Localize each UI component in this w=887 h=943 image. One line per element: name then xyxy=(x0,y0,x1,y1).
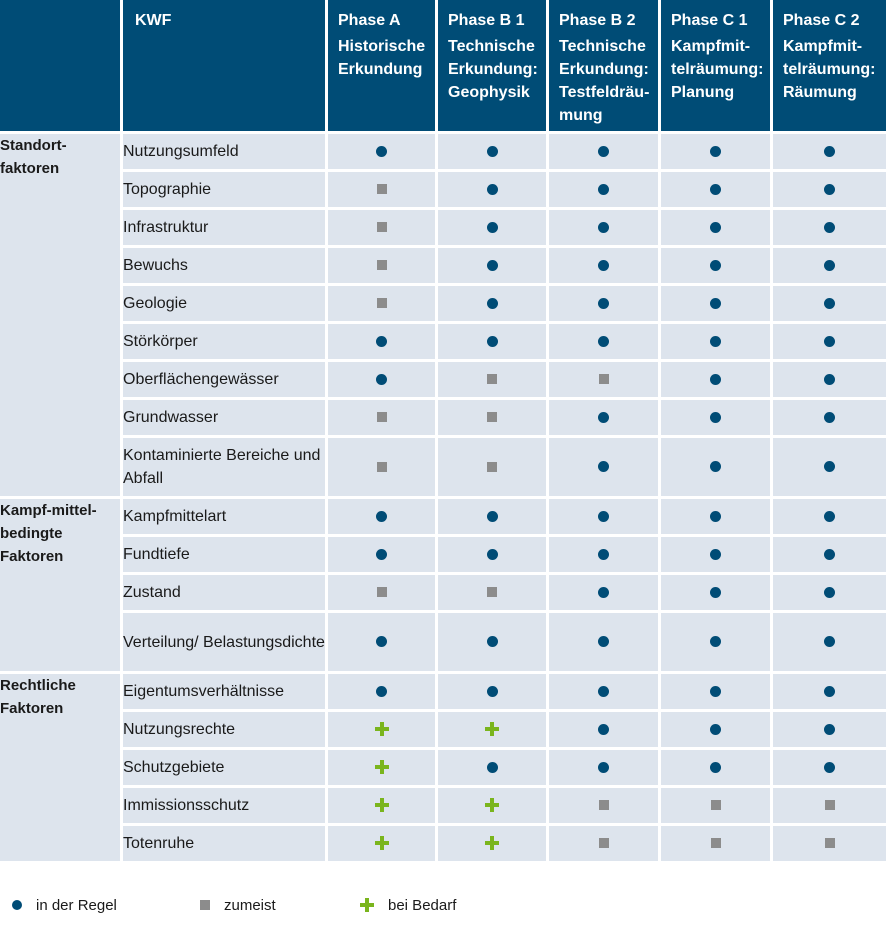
mark-cell xyxy=(661,400,773,438)
mark-cell xyxy=(328,324,438,362)
mark-cell xyxy=(549,613,661,674)
mark-cell xyxy=(328,788,438,826)
table-row xyxy=(0,134,886,172)
blue-dot-icon xyxy=(824,762,835,773)
factor-label: Geologie xyxy=(123,286,328,324)
blue-dot-icon xyxy=(598,636,609,647)
table-row xyxy=(0,210,886,248)
mark-cell xyxy=(438,172,549,210)
blue-dot-icon xyxy=(824,374,835,385)
blue-dot-icon xyxy=(598,762,609,773)
mark-cell xyxy=(661,788,773,826)
table-row xyxy=(0,172,886,210)
factor-label: Nutzungsumfeld xyxy=(123,134,328,172)
blue-dot-icon xyxy=(376,146,387,157)
table-row xyxy=(0,438,886,499)
mark-cell xyxy=(549,324,661,362)
mark-cell xyxy=(661,674,773,712)
mark-cell xyxy=(328,286,438,324)
blue-dot-icon xyxy=(824,336,835,347)
blue-dot-icon xyxy=(710,298,721,309)
blue-dot-icon xyxy=(598,511,609,522)
phase-title: Phase B 1 xyxy=(448,12,525,29)
blue-dot-icon xyxy=(710,724,721,735)
blue-dot-icon xyxy=(487,184,498,195)
mark-cell xyxy=(438,712,549,750)
table-row xyxy=(0,248,886,286)
phase-title: Phase A xyxy=(338,12,401,29)
blue-dot-icon xyxy=(824,222,835,233)
blue-dot-icon xyxy=(598,724,609,735)
mark-cell xyxy=(661,750,773,788)
mark-cell xyxy=(328,575,438,613)
blue-dot-icon xyxy=(487,336,498,347)
header-phase-a xyxy=(328,0,438,134)
mark-cell xyxy=(438,788,549,826)
group-label: Rechtliche Faktoren xyxy=(0,674,123,864)
blue-dot-icon xyxy=(824,636,835,647)
blue-dot-icon xyxy=(710,461,721,472)
mark-cell xyxy=(438,134,549,172)
mark-cell xyxy=(773,788,886,826)
header-row xyxy=(0,0,886,134)
factor-label: Eigentumsverhältnisse xyxy=(123,674,328,712)
header-corner-cell xyxy=(0,0,123,134)
mark-cell xyxy=(661,575,773,613)
blue-dot-icon xyxy=(710,636,721,647)
mark-cell xyxy=(549,362,661,400)
blue-dot-icon xyxy=(598,549,609,560)
phase-description: Technische Erkundung: Testfeldräumung xyxy=(559,38,650,124)
blue-dot-icon xyxy=(824,298,835,309)
blue-dot-icon xyxy=(487,549,498,560)
legend-item-bei-bedarf xyxy=(360,895,456,915)
blue-dot-icon xyxy=(824,184,835,195)
mark-cell xyxy=(661,712,773,750)
mark-cell xyxy=(438,438,549,499)
table-row xyxy=(0,613,886,674)
mark-cell xyxy=(773,674,886,712)
mark-cell xyxy=(438,499,549,537)
blue-dot-icon xyxy=(598,298,609,309)
mark-cell xyxy=(438,575,549,613)
blue-dot-icon xyxy=(598,686,609,697)
blue-dot-icon xyxy=(710,184,721,195)
header-kwf-cell xyxy=(123,0,328,134)
table-row xyxy=(0,712,886,750)
gray-square-icon xyxy=(377,298,387,308)
mark-cell xyxy=(328,674,438,712)
mark-cell xyxy=(438,286,549,324)
blue-dot-icon xyxy=(710,762,721,773)
mark-cell xyxy=(328,499,438,537)
gray-square-icon xyxy=(711,800,721,810)
factor-label: Grundwasser xyxy=(123,400,328,438)
mark-cell xyxy=(773,499,886,537)
mark-cell xyxy=(438,400,549,438)
mark-cell xyxy=(773,826,886,864)
gray-square-icon xyxy=(487,587,497,597)
phase-description: Technische Erkundung: Geophysik xyxy=(448,38,538,101)
blue-dot-icon xyxy=(598,222,609,233)
mark-cell xyxy=(773,210,886,248)
green-plus-icon xyxy=(375,836,389,850)
blue-dot-icon xyxy=(12,900,22,910)
factor-label: Bewuchs xyxy=(123,248,328,286)
mark-cell xyxy=(773,438,886,499)
table-row xyxy=(0,788,886,826)
legend xyxy=(0,895,887,915)
mark-cell xyxy=(773,537,886,575)
blue-dot-icon xyxy=(487,298,498,309)
blue-dot-icon xyxy=(710,146,721,157)
legend-item-in-der-regel xyxy=(12,895,117,915)
legend-label: zumeist xyxy=(224,896,276,914)
mark-cell xyxy=(773,134,886,172)
gray-square-icon xyxy=(200,900,210,910)
gray-square-icon xyxy=(487,374,497,384)
mark-cell xyxy=(549,674,661,712)
mark-cell xyxy=(549,788,661,826)
blue-dot-icon xyxy=(487,146,498,157)
mark-cell xyxy=(438,324,549,362)
legend-item-zumeist xyxy=(200,895,276,915)
blue-dot-icon xyxy=(824,724,835,735)
table-row xyxy=(0,826,886,864)
blue-dot-icon xyxy=(598,587,609,598)
mark-cell xyxy=(773,750,886,788)
mark-cell xyxy=(661,134,773,172)
table-row xyxy=(0,674,886,712)
green-plus-icon xyxy=(375,722,389,736)
mark-cell xyxy=(549,248,661,286)
mark-cell xyxy=(661,537,773,575)
blue-dot-icon xyxy=(598,461,609,472)
gray-square-icon xyxy=(487,462,497,472)
blue-dot-icon xyxy=(710,686,721,697)
blue-dot-icon xyxy=(376,374,387,385)
mark-cell xyxy=(328,134,438,172)
blue-dot-icon xyxy=(824,260,835,271)
mark-cell xyxy=(773,575,886,613)
green-plus-icon xyxy=(375,798,389,812)
factor-label: Kampfmittelart xyxy=(123,499,328,537)
mark-cell xyxy=(661,210,773,248)
legend-label: in der Regel xyxy=(36,896,117,914)
blue-dot-icon xyxy=(598,146,609,157)
header-phase-b2 xyxy=(549,0,661,134)
blue-dot-icon xyxy=(598,184,609,195)
mark-cell xyxy=(328,172,438,210)
blue-dot-icon xyxy=(710,260,721,271)
mark-cell xyxy=(328,613,438,674)
blue-dot-icon xyxy=(598,336,609,347)
blue-dot-icon xyxy=(710,374,721,385)
mark-cell xyxy=(661,499,773,537)
mark-cell xyxy=(328,400,438,438)
factor-label: Topographie xyxy=(123,172,328,210)
blue-dot-icon xyxy=(824,412,835,423)
phase-title: Phase B 2 xyxy=(559,12,636,29)
gray-square-icon xyxy=(825,800,835,810)
factor-label: Nutzungsrechte xyxy=(123,712,328,750)
mark-cell xyxy=(328,362,438,400)
factor-label: Totenruhe xyxy=(123,826,328,864)
mark-cell xyxy=(438,537,549,575)
mark-cell xyxy=(773,172,886,210)
mark-cell xyxy=(773,362,886,400)
gray-square-icon xyxy=(487,412,497,422)
mark-cell xyxy=(661,438,773,499)
mark-cell xyxy=(549,210,661,248)
table-row xyxy=(0,575,886,613)
gray-square-icon xyxy=(599,374,609,384)
blue-dot-icon xyxy=(824,146,835,157)
blue-dot-icon xyxy=(376,511,387,522)
blue-dot-icon xyxy=(487,686,498,697)
blue-dot-icon xyxy=(824,461,835,472)
mark-cell xyxy=(438,826,549,864)
mark-cell xyxy=(328,826,438,864)
legend-label: bei Bedarf xyxy=(388,896,457,914)
gray-square-icon xyxy=(377,412,387,422)
blue-dot-icon xyxy=(376,549,387,560)
mark-cell xyxy=(549,134,661,172)
header-phase-c2 xyxy=(773,0,886,134)
mark-cell xyxy=(661,613,773,674)
kwf-header-label: KWF xyxy=(135,12,172,29)
factor-label: Verteilung/ Belastungsdichte xyxy=(123,613,328,674)
mark-cell xyxy=(549,499,661,537)
blue-dot-icon xyxy=(487,260,498,271)
mark-cell xyxy=(773,613,886,674)
green-plus-icon xyxy=(485,836,499,850)
mark-cell xyxy=(549,712,661,750)
table-row xyxy=(0,750,886,788)
blue-dot-icon xyxy=(598,260,609,271)
header-phase-b1 xyxy=(438,0,549,134)
phase-title: Phase C 2 xyxy=(783,12,860,29)
mark-cell xyxy=(661,324,773,362)
blue-dot-icon xyxy=(598,412,609,423)
phase-title: Phase C 1 xyxy=(671,12,748,29)
blue-dot-icon xyxy=(824,686,835,697)
group-label: Standort-faktoren xyxy=(0,134,123,499)
blue-dot-icon xyxy=(710,511,721,522)
mark-cell xyxy=(438,613,549,674)
factor-label: Fundtiefe xyxy=(123,537,328,575)
factor-label: Infrastruktur xyxy=(123,210,328,248)
gray-square-icon xyxy=(599,800,609,810)
mark-cell xyxy=(438,210,549,248)
factor-label: Kontaminierte Bereiche und Abfall xyxy=(123,438,328,499)
mark-cell xyxy=(328,750,438,788)
blue-dot-icon xyxy=(376,336,387,347)
blue-dot-icon xyxy=(487,762,498,773)
gray-square-icon xyxy=(711,838,721,848)
mark-cell xyxy=(661,286,773,324)
gray-square-icon xyxy=(377,184,387,194)
mark-cell xyxy=(438,674,549,712)
table-row xyxy=(0,324,886,362)
mark-cell xyxy=(549,575,661,613)
mark-cell xyxy=(661,248,773,286)
mark-cell xyxy=(549,400,661,438)
group-label: Kampf-mittel-bedingte Faktoren xyxy=(0,499,123,674)
mark-cell xyxy=(438,362,549,400)
factor-label: Zustand xyxy=(123,575,328,613)
mark-cell xyxy=(549,537,661,575)
blue-dot-icon xyxy=(376,636,387,647)
gray-square-icon xyxy=(377,222,387,232)
mark-cell xyxy=(438,750,549,788)
mark-cell xyxy=(661,826,773,864)
blue-dot-icon xyxy=(487,511,498,522)
blue-dot-icon xyxy=(710,587,721,598)
blue-dot-icon xyxy=(710,222,721,233)
factor-label: Störkörper xyxy=(123,324,328,362)
mark-cell xyxy=(773,248,886,286)
header-phase-c1 xyxy=(661,0,773,134)
mark-cell xyxy=(661,362,773,400)
blue-dot-icon xyxy=(824,549,835,560)
green-plus-icon xyxy=(360,898,374,912)
table-row xyxy=(0,286,886,324)
mark-cell xyxy=(773,712,886,750)
table-row xyxy=(0,499,886,537)
green-plus-icon xyxy=(375,760,389,774)
gray-square-icon xyxy=(377,260,387,270)
green-plus-icon xyxy=(485,798,499,812)
mark-cell xyxy=(328,248,438,286)
table-row xyxy=(0,537,886,575)
mark-cell xyxy=(661,172,773,210)
mark-cell xyxy=(773,400,886,438)
mark-cell xyxy=(549,438,661,499)
factor-label: Immissionsschutz xyxy=(123,788,328,826)
factor-label: Oberflächengewässer xyxy=(123,362,328,400)
blue-dot-icon xyxy=(487,222,498,233)
table-body xyxy=(0,134,886,864)
mark-cell xyxy=(328,537,438,575)
factor-label: Schutzgebiete xyxy=(123,750,328,788)
mark-cell xyxy=(549,286,661,324)
phase-description: Kampfmittelräumung: Räumung xyxy=(783,38,876,101)
blue-dot-icon xyxy=(376,686,387,697)
mark-cell xyxy=(328,210,438,248)
phase-description: Historische Erkundung xyxy=(338,38,426,78)
mark-cell xyxy=(438,248,549,286)
gray-square-icon xyxy=(377,462,387,472)
gray-square-icon xyxy=(599,838,609,848)
blue-dot-icon xyxy=(487,636,498,647)
blue-dot-icon xyxy=(710,412,721,423)
phase-description: Kampfmittelräumung: Planung xyxy=(671,38,764,101)
mark-cell xyxy=(549,826,661,864)
blue-dot-icon xyxy=(710,336,721,347)
blue-dot-icon xyxy=(710,549,721,560)
table-row xyxy=(0,362,886,400)
mark-cell xyxy=(328,438,438,499)
mark-cell xyxy=(773,286,886,324)
mark-cell xyxy=(328,712,438,750)
blue-dot-icon xyxy=(824,587,835,598)
mark-cell xyxy=(773,324,886,362)
mark-cell xyxy=(549,172,661,210)
green-plus-icon xyxy=(485,722,499,736)
gray-square-icon xyxy=(825,838,835,848)
blue-dot-icon xyxy=(824,511,835,522)
mark-cell xyxy=(549,750,661,788)
gray-square-icon xyxy=(377,587,387,597)
table-row xyxy=(0,400,886,438)
